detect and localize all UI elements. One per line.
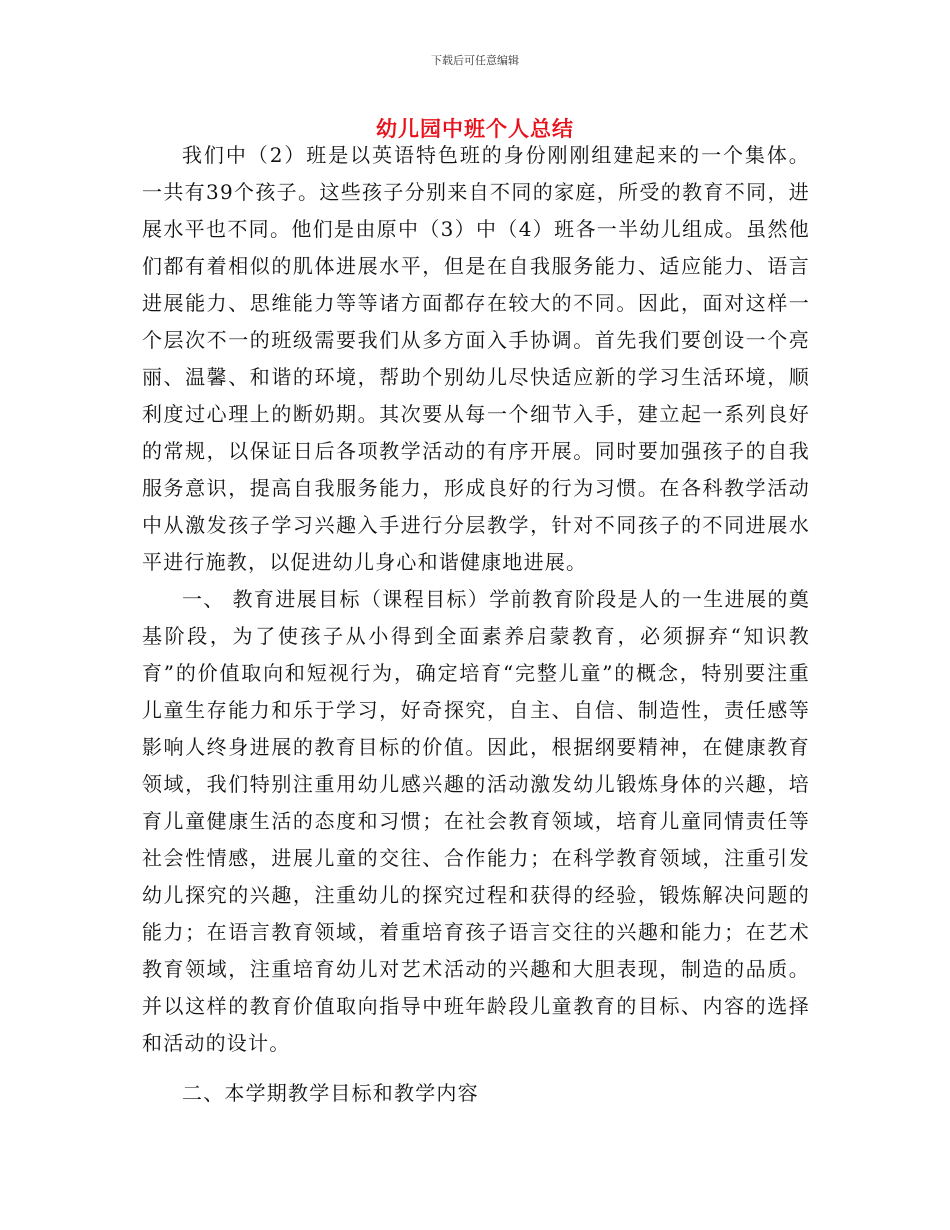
paragraph-intro: 我们中（2）班是以英语特色班的身份刚刚组建起来的一个集体。一共有39个孩子。这些孩子分别来自不同的家庭，所受的教育不同，进展水平也不同。他们是由原中（3）中（4）班各一半幼儿组成。虽然他们都有着相似的肌体进展水平，但是在自我服务能力、适应能力、语言进展能力、思维能力等等诸方面都存在较大的不同。因此，面对这样一个层次不一的班级需要我们从多方面入手协调。首先我们要创设一个亮丽、温馨、和谐的环境，帮助个别幼儿尽快适应新的学习生活环境，顺利度过心理上的断奶期。其次要从每一个细节入手，建立起一系列良好的常规，以保证日后各项教学活动的有序开展。同时要加强孩子的自我服务意识，提高自我服务能力，形成良好的行为习惯。在各科教学活动中从激发孩子学习兴趣入手进行分层教学，针对不同孩子的不同进展水平进行施教，以促进幼儿身心和谐健康地进展。 — [142, 143, 810, 574]
paragraph-section-1: 一、 教育进展目标（课程目标）学前教育阶段是人的一生进展的奠基阶段，为了使孩子从小得到全面素养启蒙教育，必须摒弃“知识教育”的价值取向和短视行为，确定培育“完整儿童”的概念，特别要注重儿童生存能力和乐于学习，好奇探究，自主、自信、制造性，责任感等影响人终身进展的教育目标的价值。因此，根据纲要精神，在健康教育领域，我们特别注重用幼儿感兴趣的活动激发幼儿锻炼身体的兴趣，培育儿童健康生活的态度和习惯；在社会教育领域，培育儿童同情责任等社会性情感，进展儿童的交往、合作能力；在科学教育领域，注重引发幼儿探究的兴趣，注重幼儿的探究过程和获得的经验，锻炼解决问题的能力；在语言教育领域，着重培育孩子语言交往的兴趣和能力；在艺术教育领域，注重培育幼儿对艺术活动的兴趣和大胆表现，制造的品质。并以这样的教育价值取向指导中班年龄段儿童教育的目标、内容的选择和活动的设计。 — [142, 587, 810, 1055]
section-heading-2: 二、本学期教学目标和教学内容 — [182, 1081, 479, 1105]
header-note: 下载后可任意编辑 — [431, 54, 519, 67]
document-body — [142, 137, 810, 1112]
document-title: 幼儿园中班个人总结 — [376, 117, 574, 141]
